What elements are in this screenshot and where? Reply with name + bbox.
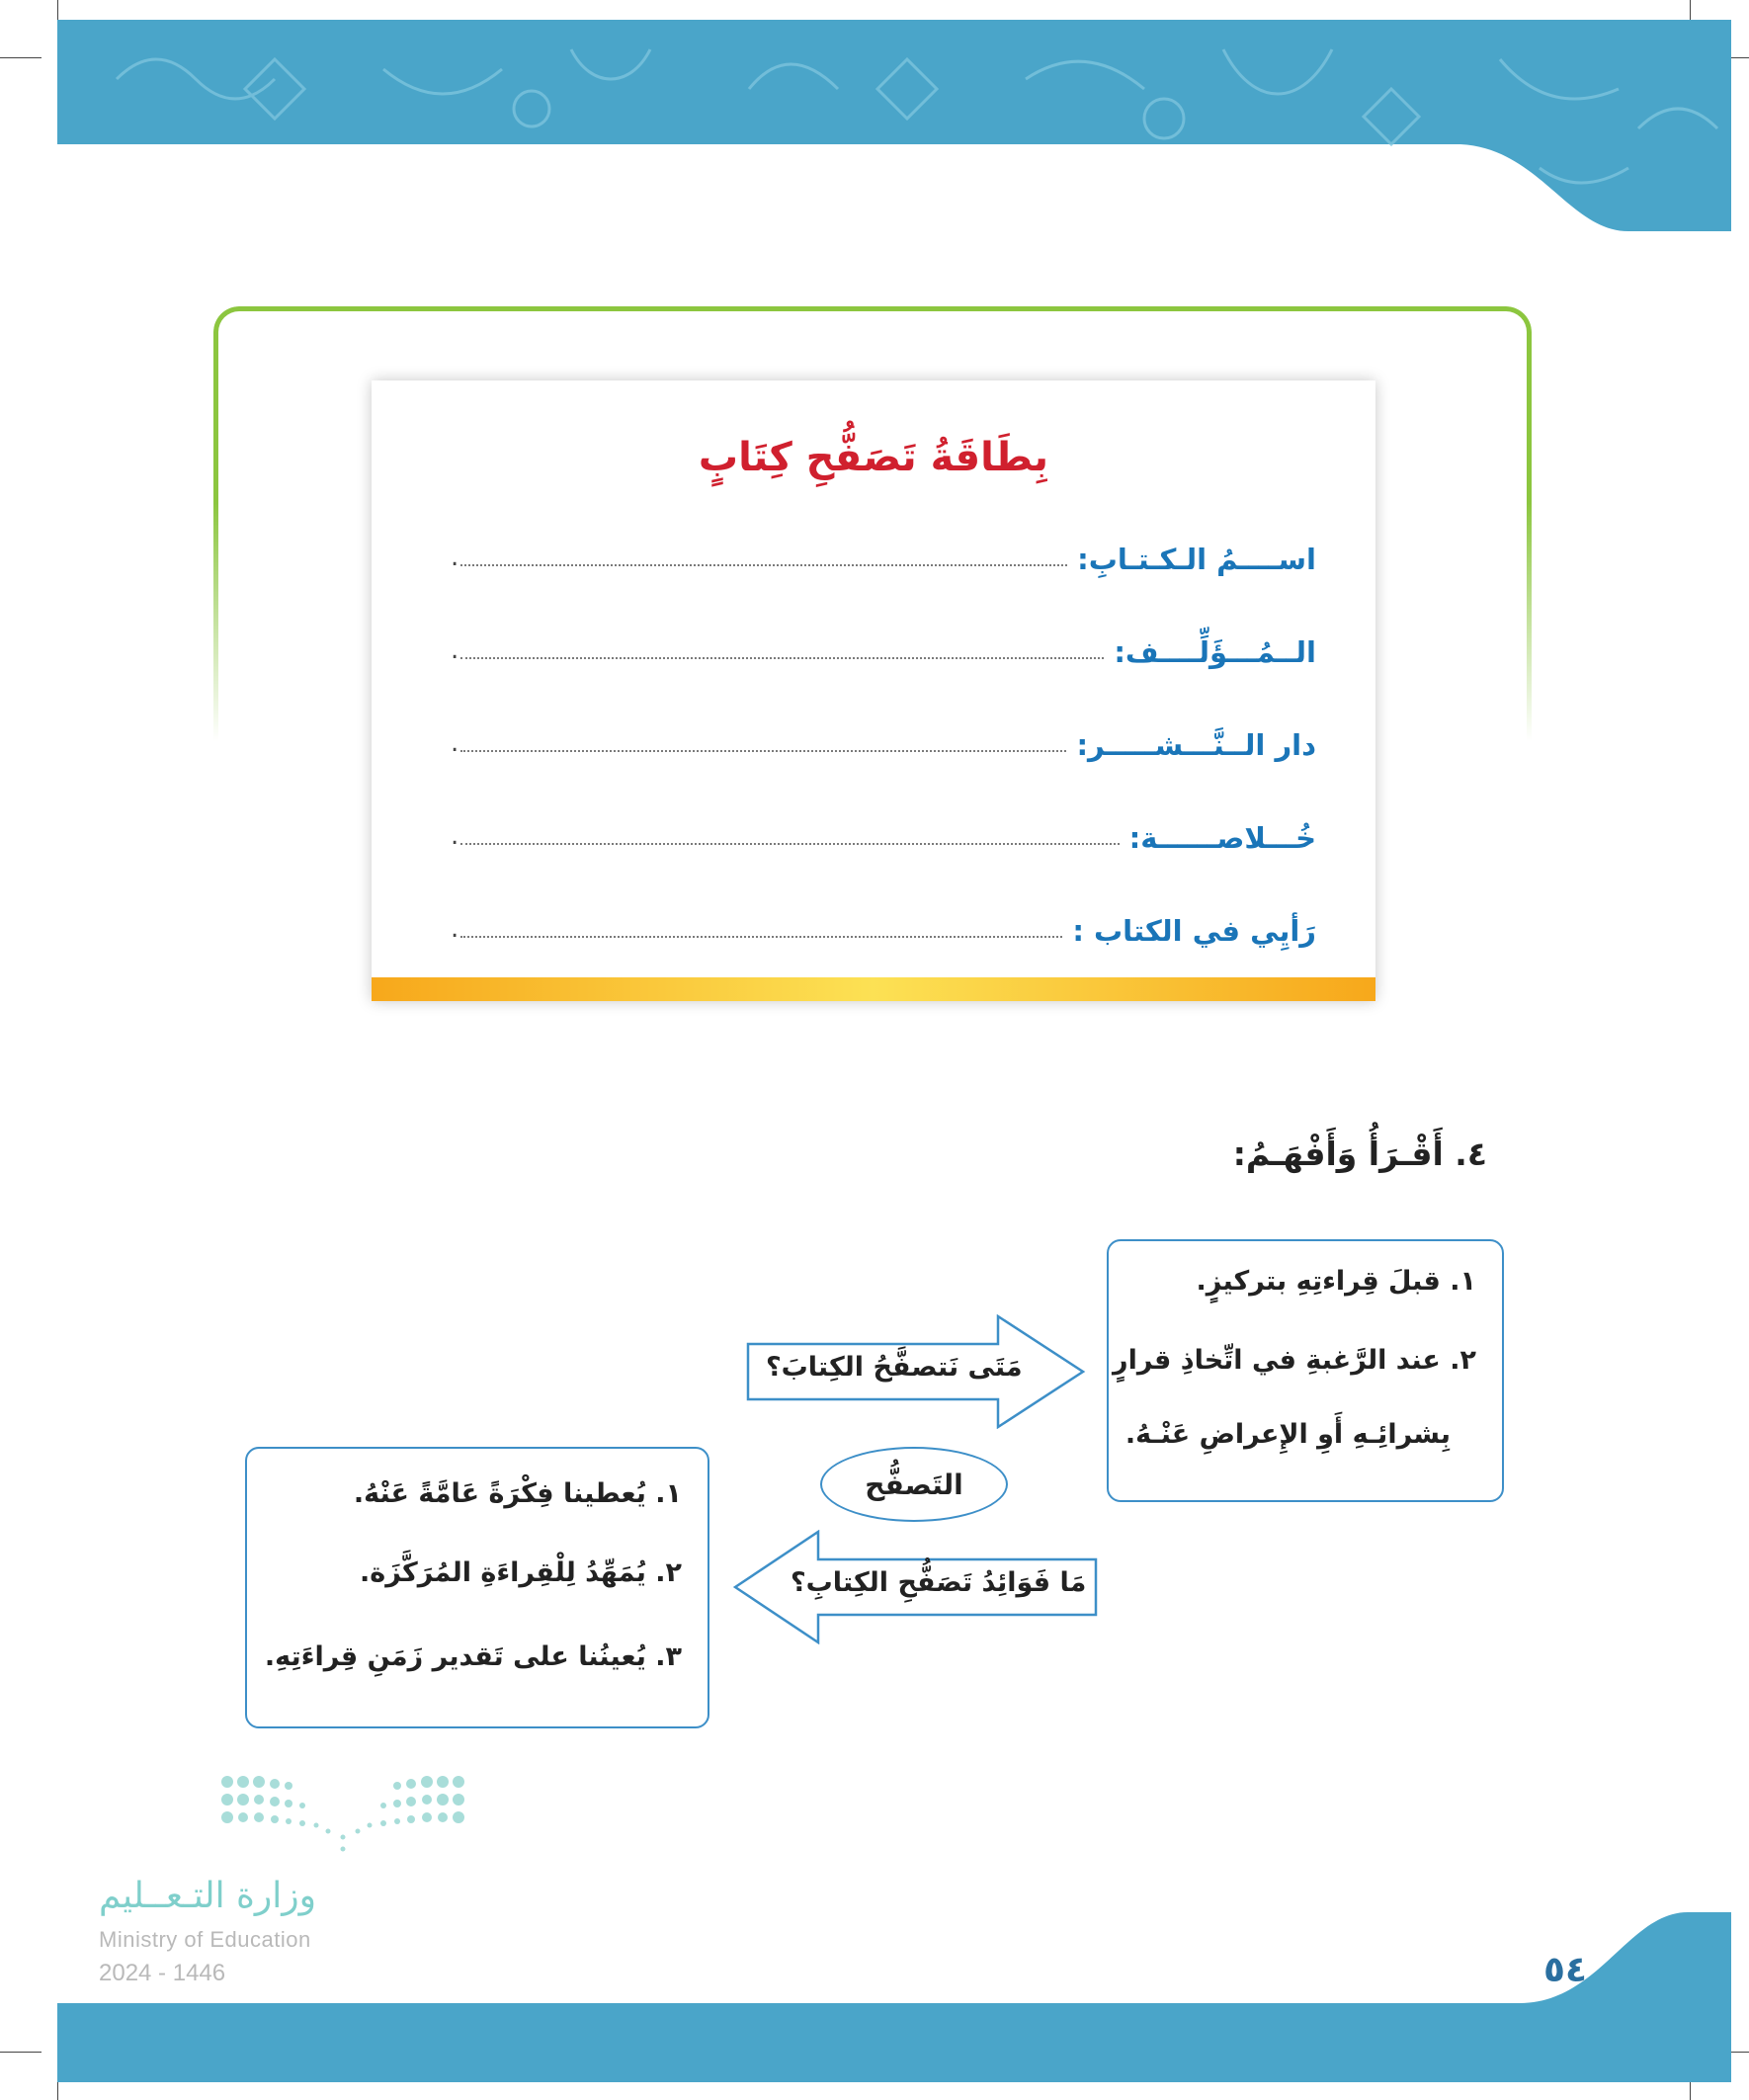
- list-item: ١. يُعطينا فِكْرَةً عَامَّةً عَنْهُ.: [353, 1478, 682, 1509]
- ministry-name-en: Ministry of Education: [99, 1927, 311, 1952]
- field-label: اســــمُ الـكـتـابِ:: [1077, 543, 1316, 576]
- card-bottom-stripe: [372, 977, 1375, 1001]
- question-when: مَتَى نَتصفَّحُ الكِتابَ؟: [766, 1352, 1023, 1383]
- field-label: رَأيِي في الكتاب :: [1072, 914, 1316, 948]
- field-book-name: [451, 527, 1316, 576]
- crop-mark: [0, 57, 42, 58]
- book-card: [372, 380, 1375, 1001]
- page-number: ٥٤: [1543, 1950, 1587, 1990]
- header-band: [57, 20, 1731, 231]
- crop-mark: [0, 2052, 42, 2053]
- field-input-line[interactable]: [460, 843, 1119, 845]
- field-label: دار الــنَّـــشـــــر:: [1076, 728, 1316, 762]
- field-publisher: [451, 713, 1316, 762]
- footer-band: [57, 1912, 1731, 2082]
- section-heading: ٤. أَقْـرَأُ وَأَفْهَـمُ:: [1232, 1134, 1487, 1173]
- field-label: خُـــلاصــــــة:: [1128, 821, 1316, 855]
- question-benefits: مَا فَوَائِدُ تَصَفُّحِ الكِتابِ؟: [791, 1567, 1087, 1598]
- card-title: بِطَاقَةُ تَصَفُّحِ كِتَابٍ: [698, 435, 1049, 480]
- when-box: [1107, 1239, 1504, 1502]
- ministry-logo-icon: [219, 1774, 466, 1853]
- field-end-dot: .: [451, 635, 459, 665]
- list-item: ٣. يُعينُنا على تَقدير زَمَنِ قِراءَتِهِ.: [264, 1641, 682, 1672]
- crop-mark: [57, 0, 58, 20]
- field-end-dot: .: [451, 821, 459, 851]
- field-input-line[interactable]: [460, 936, 1062, 938]
- field-input-line[interactable]: [460, 657, 1104, 659]
- field-author: [451, 620, 1316, 669]
- field-input-line[interactable]: [460, 564, 1067, 566]
- center-topic: التَصفُّح: [820, 1447, 1008, 1522]
- list-item: ١. قبلَ قِراءتِهِ بتركيزٍ.: [1196, 1266, 1476, 1297]
- field-input-line[interactable]: [460, 750, 1066, 752]
- crop-mark: [57, 2080, 58, 2100]
- list-item: بِشرائِـهِ أَوِ الإِعراضِ عَنْـهُ.: [1124, 1419, 1451, 1450]
- ministry-name-ar: وزارة التـعــليم: [99, 1876, 317, 1916]
- benefits-box: [245, 1447, 709, 1728]
- field-end-dot: .: [451, 543, 459, 572]
- edition-year: 2024 - 1446: [99, 1960, 226, 1986]
- field-end-dot: .: [451, 728, 459, 758]
- field-summary: [451, 805, 1316, 855]
- list-item: ٢. يُمَهِّدُ لِلْقِراءَةِ المُرَكَّزَة.: [360, 1557, 682, 1588]
- list-item: ٢. عند الرَّغبةِ في اتِّخاذِ قرارٍ: [1113, 1345, 1476, 1376]
- field-label: الــمُـــؤَلِّــــف:: [1114, 635, 1316, 669]
- field-opinion: [451, 898, 1316, 948]
- field-end-dot: .: [451, 914, 459, 944]
